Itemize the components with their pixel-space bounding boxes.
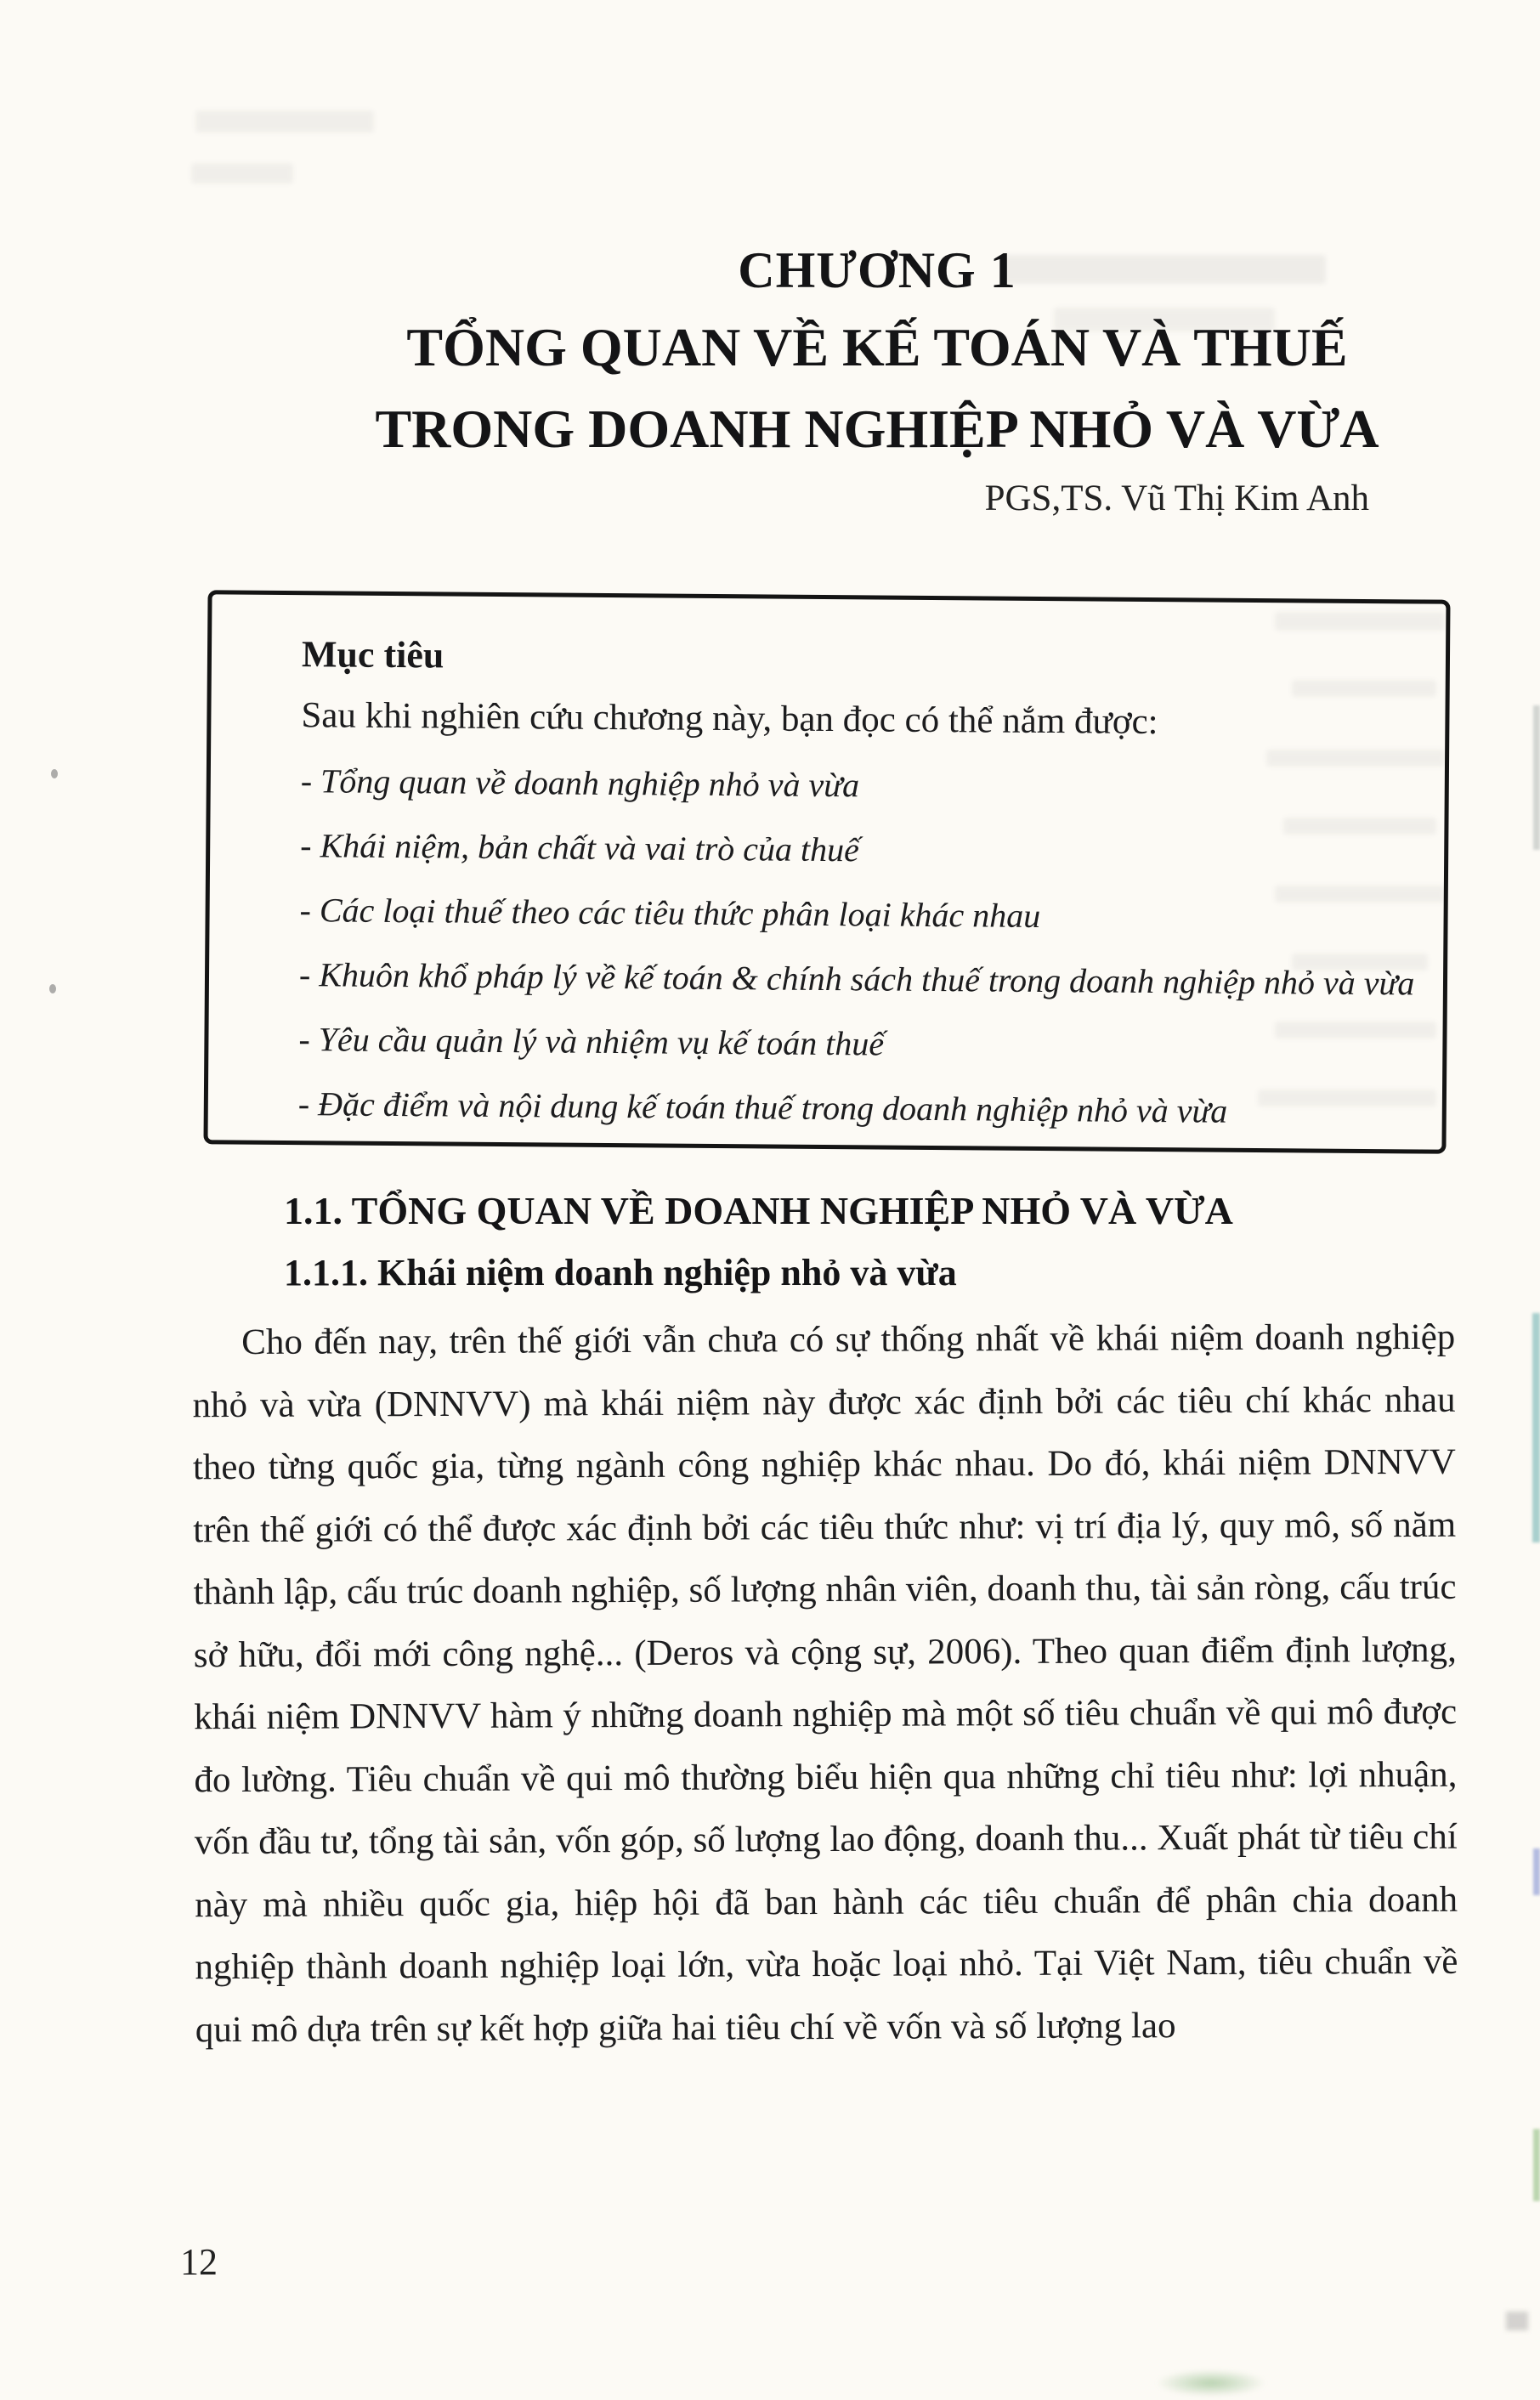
section-heading-1-1: 1.1. TỔNG QUAN VỀ DOANH NGHIỆP NHỎ VÀ VỪA [284,1189,1233,1232]
objectives-box [203,590,1450,1153]
objective-item: - Tổng quan về doanh nghiệp nhỏ và vừa [300,761,860,805]
chapter-title-line2: TRONG DOANH NGHIỆP NHỎ VÀ VỪA [375,399,1379,459]
scan-edge-mark [1533,705,1540,850]
objectives-intro: Sau khi nghiên cứu chương này, bạn đọc có thể nắm được: [301,695,1158,743]
objective-item: - Các loại thuế theo các tiêu thức phân loại khác nhau [299,891,1041,935]
subsection-heading-1-1-1: 1.1.1. Khái niệm doanh nghiệp nhỏ và vừa [284,1252,957,1293]
body-paragraph: Cho đến nay, trên thế giới vẫn chưa có sự thống nhất về khái niệm doanh nghiệp nhỏ và vừa (DNNVV) mà khái niệm này được xác định bởi các tiêu chí khác nhau theo từng quốc gia, từng ngành công nghiệp khác nhau. Do đó, khái niệm DNNVV trên thế giới có thể được xác định bởi các tiêu thức như: vị trí địa lý, quy mô, số năm thành lập, cấu trúc doanh nghiệp, số lượng nhân viên, doanh thu, tài sản ròng, cấu trúc sở hữu, đổi mới công nghệ... (Deros và cộng sự, 2006). Theo quan điểm định lượng, khái niệm DNNVV hàm ý những doanh nghiệp mà một số tiêu chuẩn về qui mô được đo lường. Tiêu chuẩn về qui mô thường biểu hiện qua những chỉ tiêu như: lợi nhuận, vốn đầu tư, tổng tài sản, vốn góp, số lượng lao động, doanh thu... Xuất phát từ tiêu chí này mà nhiều quốc gia, hiệp hội đã ban hành các tiêu chuẩn để phân chia doanh nghiệp thành doanh nghiệp loại lớn, vừa hoặc loại nhỏ. Tại Việt Nam, tiêu chuẩn về qui mô dựa trên sự kết hợp giữa hai tiêu chí về vốn và số lượng lao [192,1316,1458,2050]
objective-item: - Yêu cầu quản lý và nhiệm vụ kế toán thuế [298,1020,885,1063]
objective-item: - Khuôn khổ pháp lý về kế toán & chính sách thuế trong doanh nghiệp nhỏ và vừa [298,955,1415,1003]
scan-edge-mark [1532,1313,1540,1542]
chapter-label: CHƯƠNG 1 [738,242,1016,298]
scan-smudge [1156,2369,1266,2397]
objectives-heading: Mục tiêu [301,633,444,676]
author-byline: PGS,TS. Vũ Thị Kim Anh [984,478,1369,518]
bleedthrough-artifact [191,163,293,184]
objective-item: - Đặc điểm và nội dung kế toán thuế trong doanh nghiệp nhỏ và vừa [297,1084,1228,1130]
objective-item: - Khái niệm, bản chất và vai trò của thuế [300,826,860,869]
scan-corner-mark [1506,2312,1528,2330]
scan-speck [49,984,56,993]
chapter-title-line1: TỔNG QUAN VỀ KẾ TOÁN VÀ THUẾ [406,317,1348,377]
scan-edge-mark [1533,2129,1540,2201]
scan-edge-mark [1533,1848,1540,1895]
bleedthrough-artifact [195,110,374,133]
scan-speck [51,769,58,778]
page-number: 12 [180,2241,218,2283]
